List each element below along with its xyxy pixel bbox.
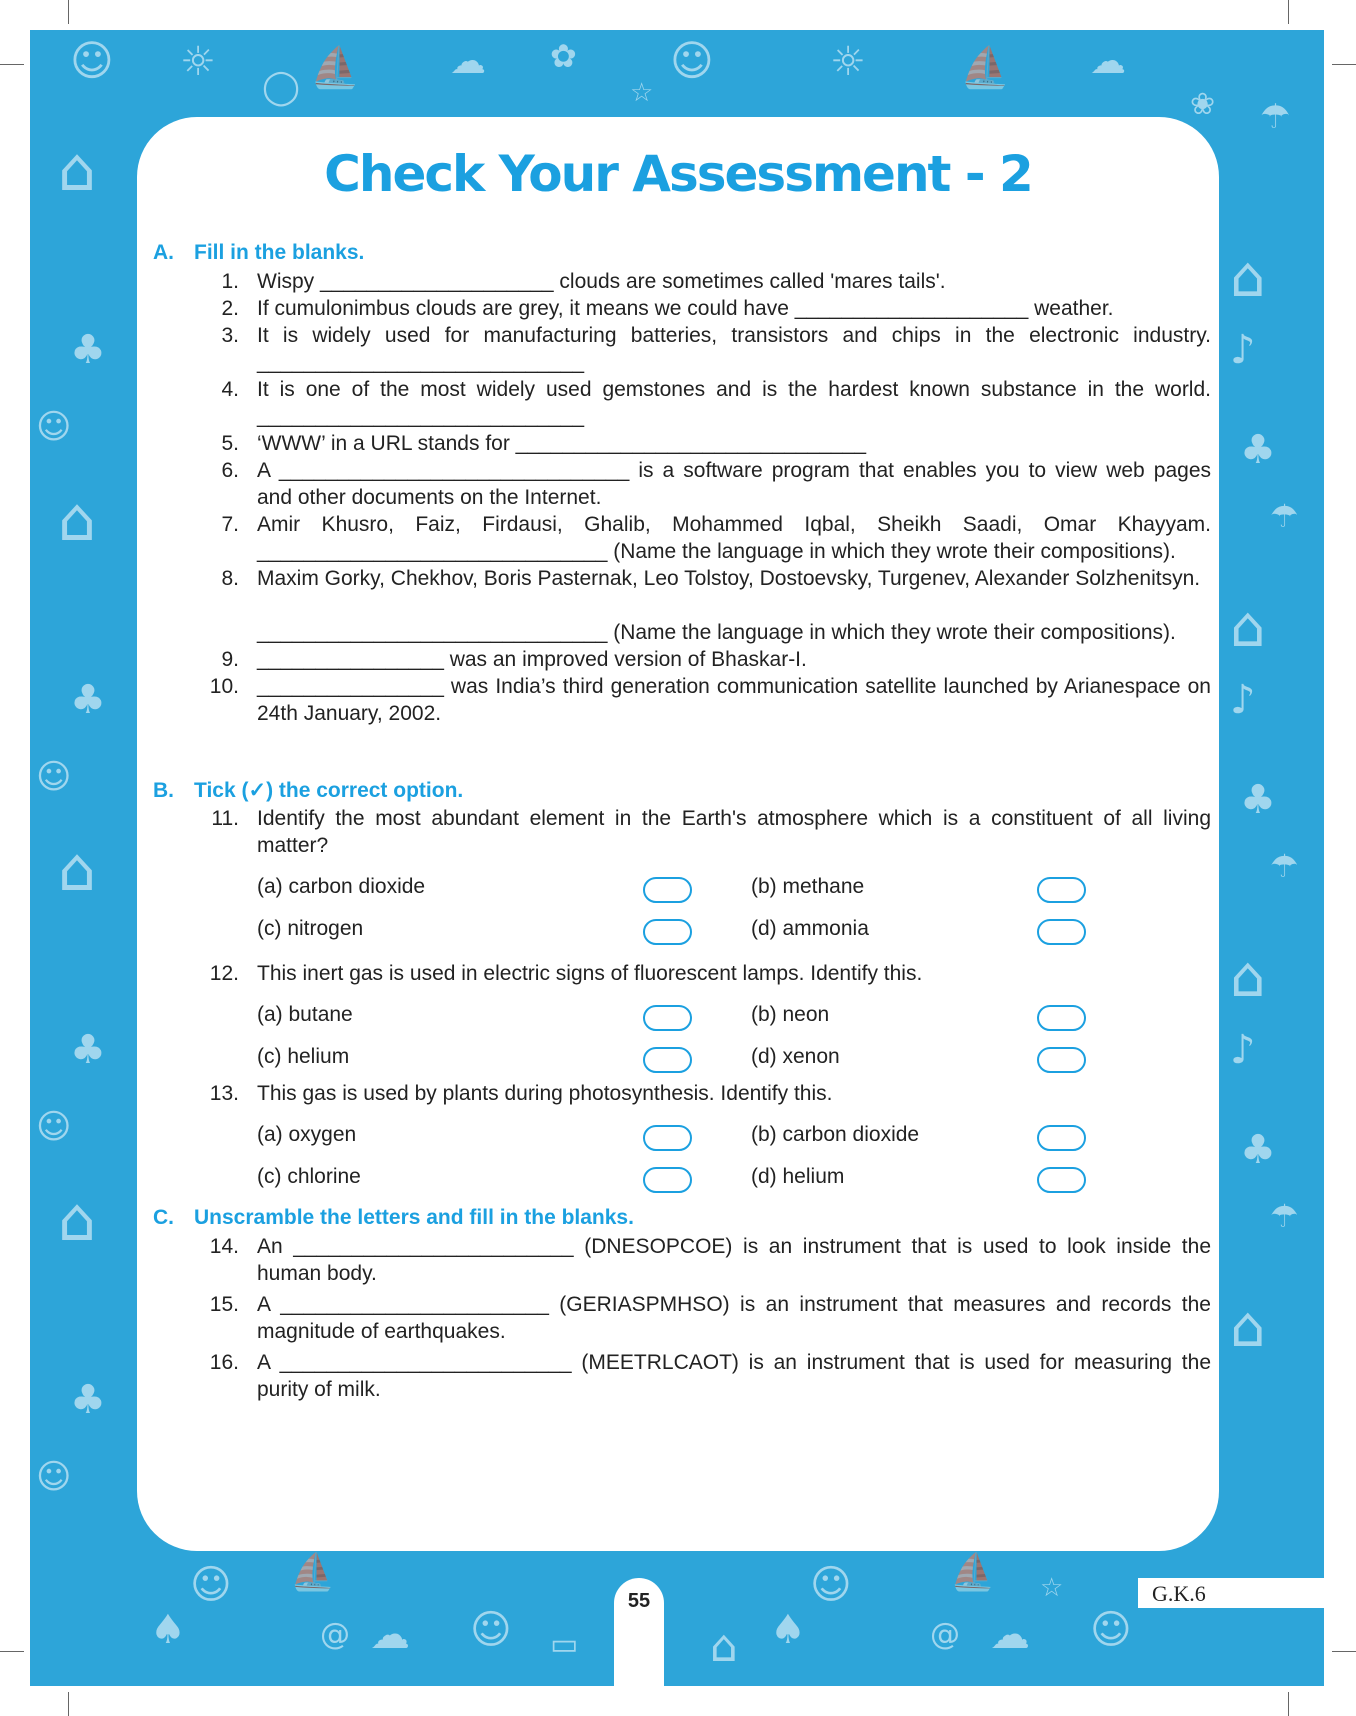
flower-icon: ✿ xyxy=(550,37,577,75)
sheep-icon: ☁ xyxy=(370,1612,410,1658)
book-code: G.K.6 xyxy=(1152,1581,1206,1606)
umbrella-icon: ☂ xyxy=(1260,97,1291,137)
tree-icon: ♣ xyxy=(1240,1127,1276,1173)
tick-box-11a[interactable] xyxy=(643,877,692,903)
tree-icon: ♣ xyxy=(1240,777,1276,823)
page-title: Check Your Assessment - 2 xyxy=(324,145,1032,203)
child-icon: ☺ xyxy=(670,36,714,85)
option-11c: (c) nitrogen xyxy=(257,917,364,940)
tree-icon: ♣ xyxy=(70,1377,106,1423)
section-title: Tick (✓) the correct option. xyxy=(194,779,464,802)
crop-mark xyxy=(1288,0,1289,24)
snail-icon: @ xyxy=(930,1617,960,1652)
child-icon: ☺ xyxy=(70,36,114,85)
house-icon: ⌂ xyxy=(1230,595,1266,660)
section-letter: C. xyxy=(153,1206,174,1229)
star-icon: ☆ xyxy=(630,78,654,108)
child-icon: ☺ xyxy=(36,407,72,447)
guitar-icon: ♪ xyxy=(1230,677,1256,723)
tick-box-13a[interactable] xyxy=(643,1125,692,1151)
tick-box-12c[interactable] xyxy=(643,1047,692,1073)
crop-mark xyxy=(68,1692,69,1716)
option-13c: (c) chlorine xyxy=(257,1165,361,1188)
sailboat-icon: ⛵ xyxy=(310,45,360,91)
crop-mark xyxy=(68,0,69,24)
option-12d: (d) xenon xyxy=(751,1045,840,1068)
crop-mark xyxy=(1332,1651,1356,1652)
tick-box-12b[interactable] xyxy=(1037,1005,1086,1031)
house-icon: ⌂ xyxy=(710,1621,738,1672)
house-icon: ⌂ xyxy=(58,135,97,205)
guitar-icon: ♪ xyxy=(1230,327,1256,373)
cloud-icon: ☁ xyxy=(1090,41,1126,82)
option-11d: (d) ammonia xyxy=(751,917,869,940)
sailboat-icon: ⛵ xyxy=(960,45,1010,91)
house-icon: ⌂ xyxy=(1230,945,1266,1010)
tree-icon: ♣ xyxy=(1240,427,1276,473)
house-icon: ⌂ xyxy=(58,835,97,905)
flower-icon: ❀ xyxy=(1190,87,1216,122)
tick-box-11b[interactable] xyxy=(1037,877,1086,903)
sailboat-icon: ⛵ xyxy=(290,1552,335,1593)
child-icon: ☺ xyxy=(1090,1607,1132,1653)
umbrella-icon: ☂ xyxy=(1270,1197,1299,1235)
child-icon: ☺ xyxy=(36,1107,72,1147)
tree-icon: ♠ xyxy=(150,1607,186,1653)
house-icon: ⌂ xyxy=(58,485,97,555)
guitar-icon: ♪ xyxy=(1230,1027,1256,1073)
house-icon: ⌂ xyxy=(58,1185,97,1255)
crop-mark xyxy=(1332,64,1356,65)
option-12c: (c) helium xyxy=(257,1045,350,1068)
tree-icon: ♠ xyxy=(770,1607,806,1653)
tick-box-13c[interactable] xyxy=(643,1167,692,1193)
option-11a: (a) carbon dioxide xyxy=(257,875,426,898)
tick-box-13d[interactable] xyxy=(1037,1167,1086,1193)
tick-box-11d[interactable] xyxy=(1037,919,1086,945)
crop-mark xyxy=(1288,1692,1289,1716)
option-13b: (b) carbon dioxide xyxy=(751,1123,920,1146)
section-letter: B. xyxy=(153,779,174,802)
section-title: Fill in the blanks. xyxy=(194,241,365,264)
star-icon: ☆ xyxy=(1040,1573,1064,1603)
child-icon: ☺ xyxy=(36,1457,72,1497)
umbrella-icon: ☂ xyxy=(1270,847,1299,885)
page-number: 55 xyxy=(627,1590,651,1612)
crop-mark xyxy=(0,64,24,65)
child-icon: ☺ xyxy=(810,1562,852,1608)
section-b-heading xyxy=(153,778,463,803)
assessment-card: Check Your Assessment - 2 A. Fill in the blanks. 1. Wispy ____________________ clouds are sometimes called 'mares tails'. 2. If cumulonimbus clouds are grey, it means we could have ____________________ weather. 3. It is widely used for manufacturing batteries, transistors and chips in the electronic industry. ____________________________ 4. It is one of the most widely used gemstones and is the hardest known substance in the world. ____________________________ 5. ‘WWW’ in a URL stands for ______________________________ 6. A ______________________________ is a software program that enables you to view web pages and other documents on the Internet. 7. Amir Khusro, Faiz, Firdausi, Ghalib, Mohammed Iqbal, Sheikh Saadi, Omar Khayyam. ______________________________ (Name the language in which they wrote their compositions). 8. Maxim Gorky, Chekhov, Boris Pasternak, Leo Tolstoy, Dostoevsky, Turgenev, Alexander Solzhenitsyn. ______________________________ (Name the language in which they wrote their compositions). 9. ________________ was an improved version of Bhaskar-I. 10. ________________ was India’s third generation communication satellite launched by Arianespace on 24th January, 2002. B. Tick (✓) the correct option. 11. Identify the most abundant element in the Earth's atmosphere which is a constituent of all living matter? (a) carbon dioxide (b) methane (c) nitrogen (d) ammonia 12. This inert gas is used in electric signs of fluorescent lamps. Identify this. (a) butane (b) neon (c) helium (d) xenon 13. This gas is used by plants during photosynthesis. Identify this. (a) oxygen (b) carbon dioxide (c) chlorine (d) helium C. Unscramble the letters and fill in the blanks. 14. An ________________________ (DNESOPCOE) is an instrument that is used to look inside the human body. 15. A _______________________ (GERIASPMHSO) is an instrument that measures and records the magnitude of earthquakes. 16. A _________________________ (MEETRLCAOT) is an instrument that is used for measuring the purity of milk. xyxy=(137,117,1219,1551)
sheep-icon: ☁ xyxy=(990,1612,1030,1658)
crop-mark xyxy=(0,1651,24,1652)
tick-box-11c[interactable] xyxy=(643,919,692,945)
sailboat-icon: ⛵ xyxy=(950,1552,995,1593)
umbrella-icon: ☂ xyxy=(1270,497,1299,535)
section-c-heading xyxy=(153,1206,634,1230)
option-12b: (b) neon xyxy=(751,1003,830,1026)
tick-box-12d[interactable] xyxy=(1037,1047,1086,1073)
sun-icon: ☼ xyxy=(180,39,216,85)
option-13d: (d) helium xyxy=(751,1165,845,1188)
child-icon: ☺ xyxy=(190,1562,232,1608)
sun-icon: ☼ xyxy=(830,39,866,85)
balloon-icon: ◯ xyxy=(262,67,301,107)
option-12a: (a) butane xyxy=(257,1003,353,1026)
book-code-label xyxy=(1138,1578,1324,1608)
tree-icon: ♣ xyxy=(70,1027,106,1073)
book-icon: ▭ xyxy=(550,1627,579,1662)
option-11b: (b) methane xyxy=(751,875,865,898)
house-icon: ⌂ xyxy=(1230,245,1266,310)
tree-icon: ♣ xyxy=(70,327,106,373)
child-icon: ☺ xyxy=(36,757,72,797)
snail-icon: @ xyxy=(320,1617,350,1652)
house-icon: ⌂ xyxy=(1230,1295,1266,1360)
cloud-icon: ☁ xyxy=(450,41,486,82)
tick-box-13b[interactable] xyxy=(1037,1125,1086,1151)
section-letter: A. xyxy=(153,241,174,264)
section-title: Unscramble the letters and fill in the blanks. xyxy=(194,1206,634,1229)
child-icon: ☺ xyxy=(470,1607,512,1653)
tick-box-12a[interactable] xyxy=(643,1005,692,1031)
tree-icon: ♣ xyxy=(70,677,106,723)
section-a-heading xyxy=(153,241,364,265)
option-13a: (a) oxygen xyxy=(257,1123,357,1146)
